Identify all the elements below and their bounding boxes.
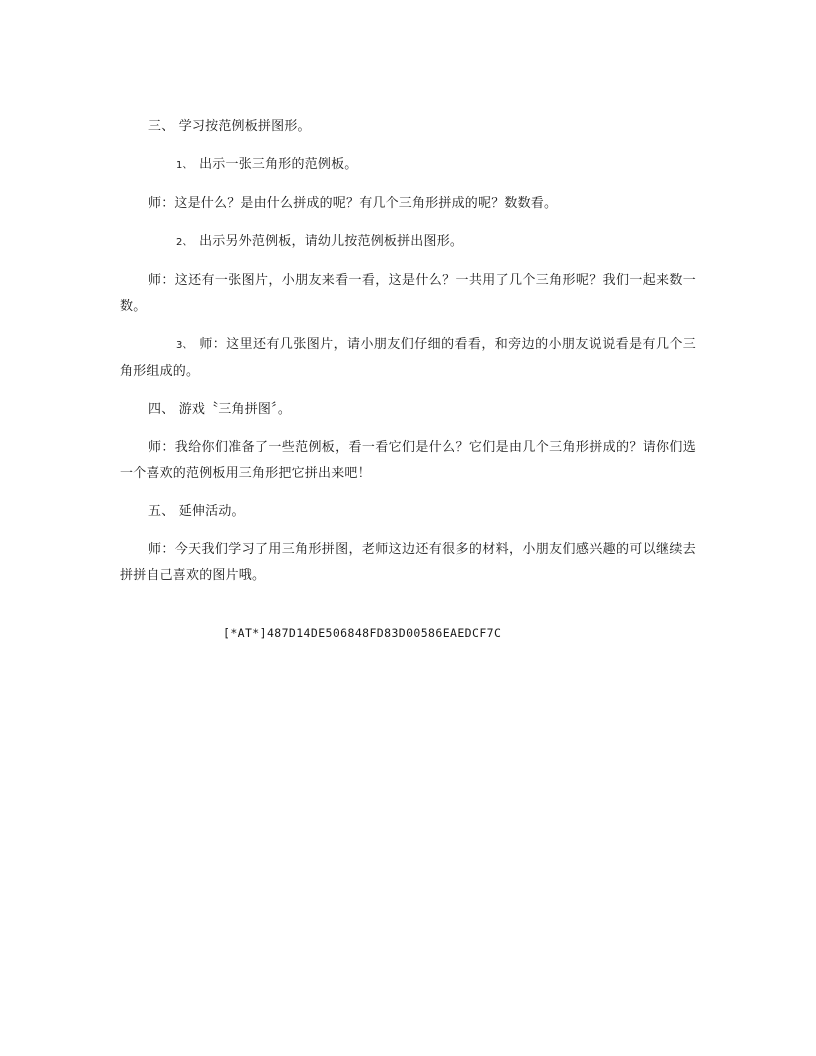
paragraph-text: 四、 游戏〝三角拼图〞。	[148, 402, 292, 417]
document-code: [*AT*]487D14DE506848FD83D00586EAEDCF7C	[223, 626, 502, 640]
paragraph-text: 出示一张三角形的范例板。	[194, 157, 358, 172]
paragraph-text: 出示另外范例板，请幼儿按范例板拼出图形。	[194, 234, 464, 249]
paragraph-text: 五、 延伸活动。	[148, 504, 245, 519]
paragraph-text: 师：这是什么？是由什么拼成的呢？有几个三角形拼成的呢？数数看。	[148, 196, 558, 211]
teacher-line	[120, 268, 696, 320]
list-number: 2、	[176, 237, 193, 248]
paragraph-text: 师：今天我们学习了用三角形拼图，老师这边还有很多的材料，小朋友们感兴趣的可以继续去拼拼自己喜欢的图片哦。	[120, 542, 696, 583]
list-number: 1、	[176, 160, 193, 171]
list-item-3	[120, 332, 696, 385]
list-item-2	[120, 229, 696, 256]
teacher-line	[120, 435, 696, 487]
paragraph-text: 师：这还有一张图片，小朋友来看一看，这是什么？一共用了几个三角形呢？我们一起来数一数。	[120, 273, 696, 314]
paragraph-text: 师：这里还有几张图片，请小朋友们仔细的看看，和旁边的小朋友说说看是有几个三角形组成的。	[120, 337, 696, 379]
list-number: 3、	[176, 340, 193, 351]
paragraph-text: 三、 学习按范例板拼图形。	[148, 119, 311, 134]
teacher-line	[120, 191, 696, 217]
paragraph-text: 师：我给你们准备了一些范例板，看一看它们是什么？它们是由几个三角形拼成的？请你们选一个喜欢的范例板用三角形把它拼出来吧！	[120, 440, 696, 481]
section-heading-three	[120, 114, 696, 140]
section-heading-four	[120, 397, 696, 423]
teacher-line	[120, 537, 696, 589]
section-heading-five	[120, 499, 696, 525]
list-item-1	[120, 152, 696, 179]
document-body	[120, 114, 696, 601]
